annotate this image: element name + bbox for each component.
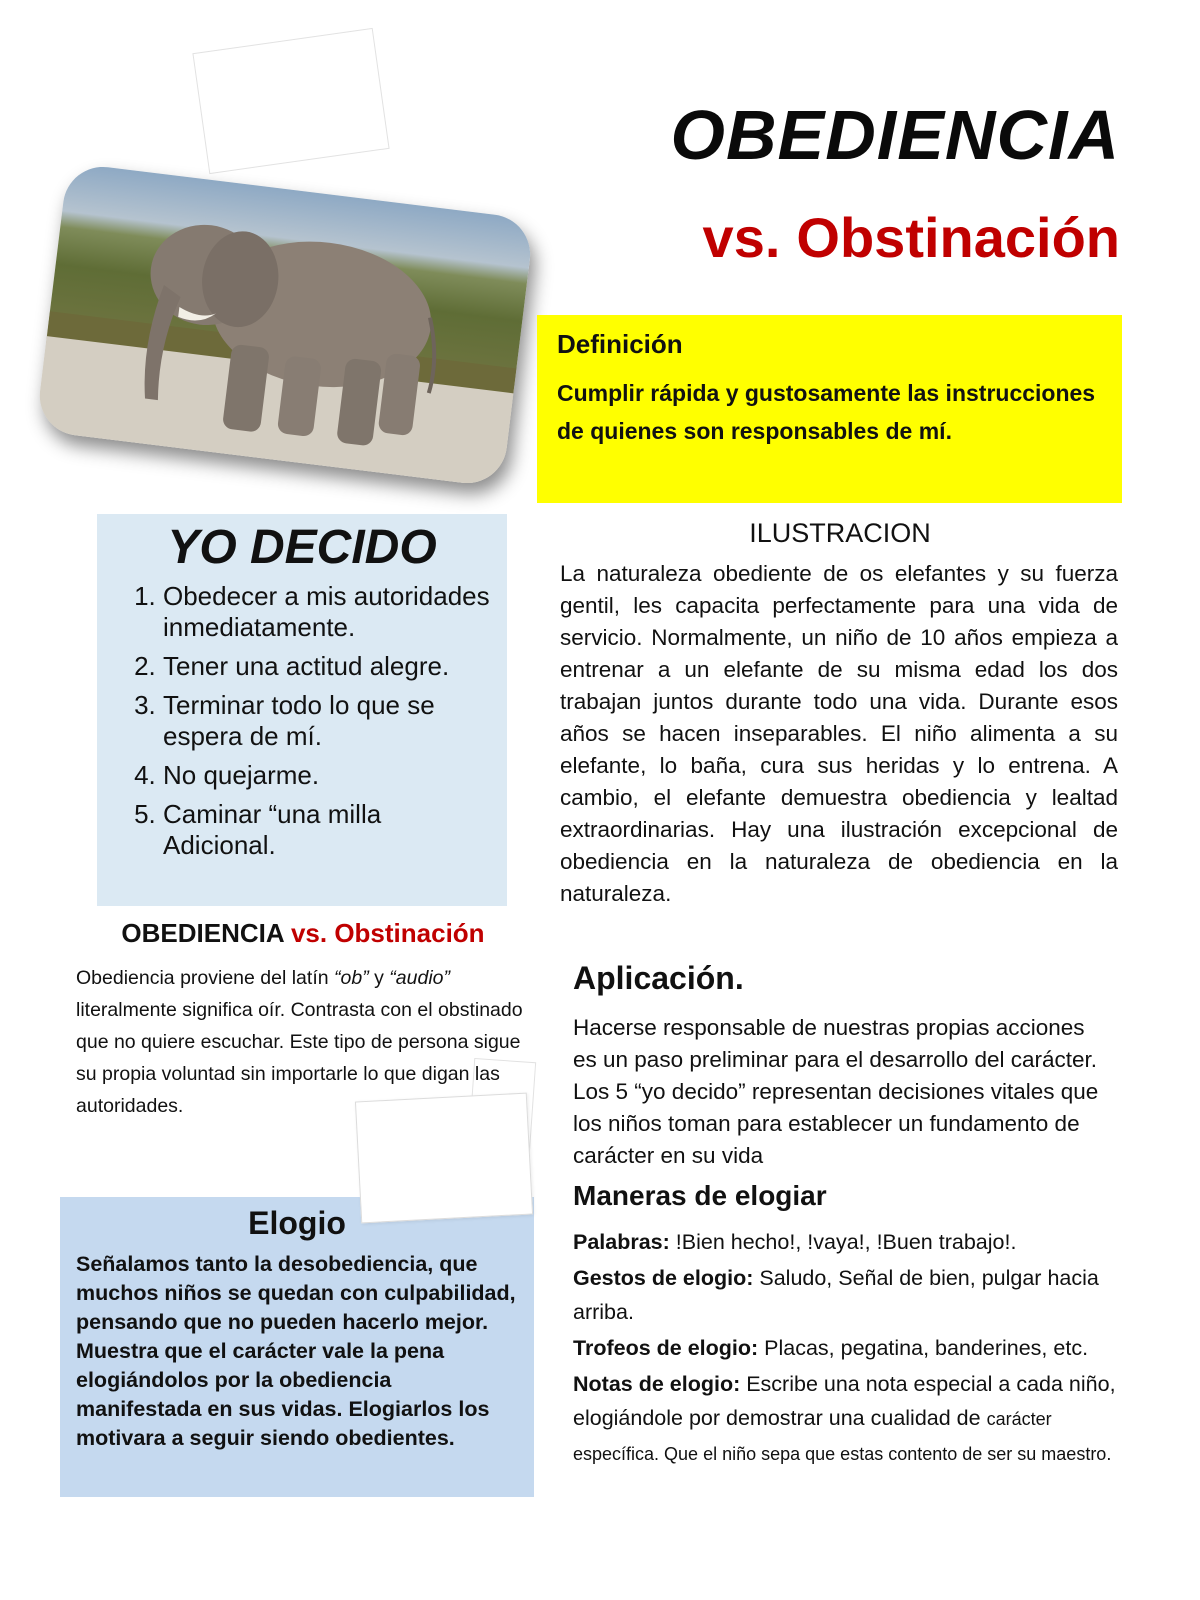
elephant-icon: [35, 162, 534, 487]
vs-word: vs.: [290, 918, 328, 948]
ilustracion-text: La naturaleza obediente de os elefantes y su fuerza gentil, les capacita perfectamente para una vida de servicio. Normalmente, un niño de 10 años empieza a entrenar a un elefante de su misma edad los dos trabajan juntos durante todo una vida. Durante esos años se hacen inseparables. El niño alimenta a su elefante, lo baña, cura sus heridas y lo entrena. A cambio, el elefante demuestra obediencia y lealtad extraordinarias. Hay una ilustración excepcional de obediencia en la naturaleza de obediencia en la naturaleza.: [560, 561, 1118, 906]
maneras-label: Notas de elogio:: [573, 1372, 741, 1396]
maneras-text: Escribe una nota especial a cada niño, elogiándole por demostrar una cualidad de: [573, 1372, 1116, 1430]
page-title: OBEDIENCIA: [670, 96, 1120, 174]
yo-decido-heading: YO DECIDO: [167, 521, 437, 574]
ovo-text-part: Obediencia proviene del latín: [76, 967, 335, 989]
ovo-text-part: y: [368, 967, 390, 989]
page-subtitle: [600, 206, 1120, 269]
list-item: 5. Caminar “una milla Adicional.: [163, 799, 491, 861]
maneras-list: [573, 1225, 1133, 1473]
yo-decido-box: [97, 514, 507, 906]
ovo-audio: “audio”: [389, 967, 450, 989]
yo-decido-list: [113, 581, 491, 861]
title-obstinacion: Obstinación: [796, 206, 1120, 269]
maneras-text: Placas, pegatina, banderines, etc.: [758, 1336, 1089, 1360]
elephant-photo: [35, 162, 534, 487]
maneras-label: Gestos de elogio:: [573, 1266, 754, 1290]
maneras-label: Palabras:: [573, 1230, 670, 1254]
ovo-ob: “ob”: [334, 967, 369, 989]
ilustracion-heading: ILUSTRACION: [749, 518, 931, 548]
maneras-heading: Maneras de elogiar: [573, 1180, 827, 1211]
list-item: 4. No quejarme.: [163, 760, 491, 791]
list-item: 3. Terminar todo lo que se espera de mí.: [163, 690, 491, 752]
aplicacion-heading: Aplicación.: [573, 960, 744, 996]
elogio-box: [60, 1197, 534, 1497]
maneras-text: Saludo, Señal de bien, pulgar hacia arriba.: [573, 1266, 1099, 1324]
decorative-frame: [192, 28, 389, 174]
definition-box: [537, 315, 1122, 503]
list-item: [573, 1261, 1133, 1329]
ovo-text-part: literalmente significa oír. Contrasta con el obstinado que no quiere escuchar. Este tipo de persona sigue su propia voluntad sin importarle lo que digan las autoridades.: [76, 999, 523, 1117]
aplicacion-text: Hacerse responsable de nuestras propias acciones es un paso preliminar para el desarrollo del carácter. Los 5 “yo decido” representan decisiones vitales que los niños toman para establecer un fundamento de carácter en su vida: [573, 1015, 1099, 1168]
list-item: [573, 1367, 1133, 1471]
obediencia-word: OBEDIENCIA: [121, 918, 284, 948]
list-item: [573, 1225, 1133, 1259]
obediencia-vs-heading: [72, 918, 534, 949]
maneras-text-small: carácter específica. Que el niño sepa que estas contento de ser su maestro.: [573, 1409, 1112, 1464]
maneras-label: Trofeos de elogio:: [573, 1336, 759, 1360]
decorative-paper: [355, 1093, 533, 1224]
list-item: 2. Tener una actitud alegre.: [163, 651, 491, 682]
elogio-heading: Elogio: [248, 1205, 346, 1241]
definition-text: Cumplir rápida y gustosamente las instrucciones de quienes son responsables de mí.: [557, 380, 1096, 444]
maneras-text: !Bien hecho!, !vaya!, !Buen trabajo!.: [669, 1230, 1017, 1254]
title-vs: vs.: [702, 206, 781, 269]
list-item: 1. Obedecer a mis autoridades inmediatamente.: [163, 581, 491, 643]
elogio-text: Señalamos tanto la desobediencia, que muchos niños se quedan con culpabilidad, pensando que no pueden hacerlo mejor. Muestra que el carácter vale la pena elogiándolos por la obediencia manifestada en sus vidas. Elogiarlos los motivara a seguir siendo obedientes.: [76, 1252, 516, 1450]
definition-heading: Definición: [557, 329, 683, 359]
obstinacion-word: Obstinación: [334, 918, 485, 948]
list-item: [573, 1331, 1133, 1365]
